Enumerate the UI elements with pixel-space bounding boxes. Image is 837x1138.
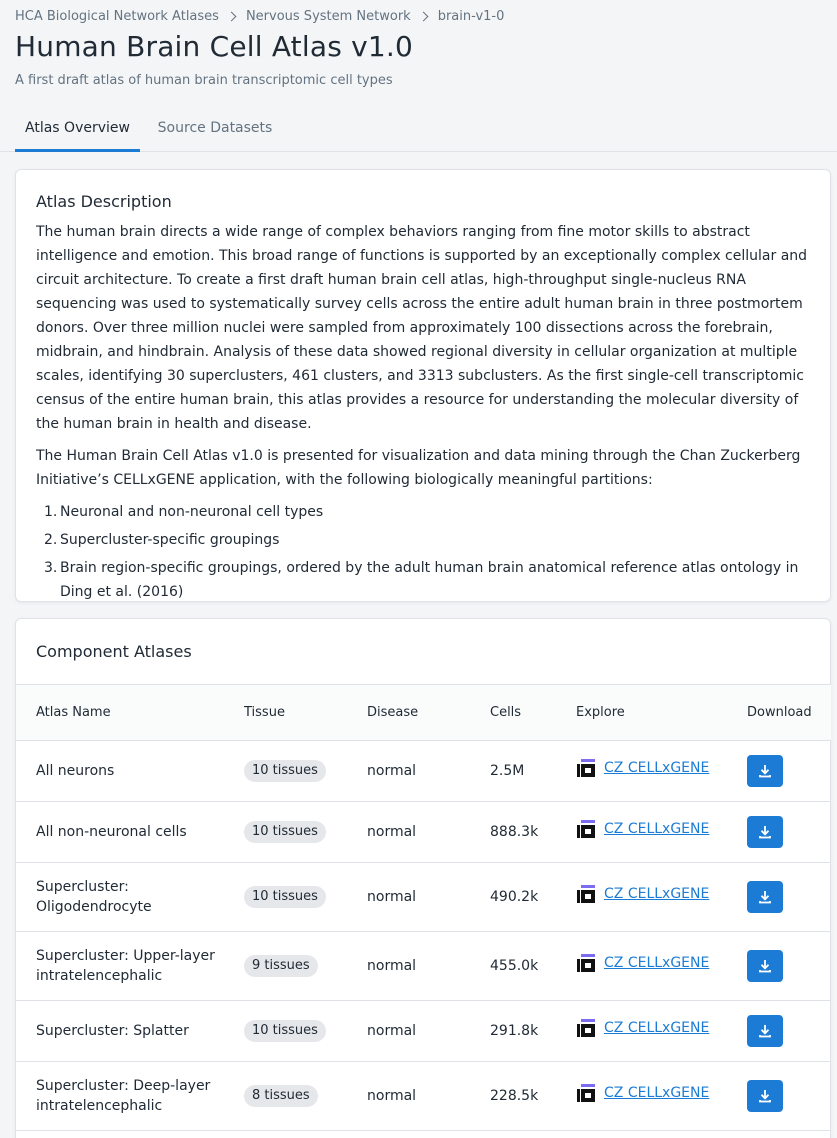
tissue-chip: 9 tissues bbox=[244, 955, 318, 977]
disease-cell bbox=[347, 802, 470, 863]
atlas-description-heading: Atlas Description bbox=[36, 192, 172, 211]
cz-cellxgene-logo-icon bbox=[576, 1018, 596, 1038]
disease-value: normal bbox=[367, 889, 417, 905]
download-button[interactable] bbox=[747, 755, 783, 787]
list-item-text: Supercluster-specific groupings bbox=[60, 532, 280, 548]
column-header-atlas-name: Atlas Name bbox=[16, 685, 224, 741]
cz-cellxgene-link[interactable]: CZ CELLxGENE bbox=[604, 886, 710, 902]
atlas-name: All neurons bbox=[36, 763, 115, 779]
column-header-download: Download bbox=[727, 685, 831, 741]
tissue-chip: 10 tissues bbox=[244, 821, 326, 843]
explore-link[interactable] bbox=[576, 1018, 709, 1038]
cz-cellxgene-link[interactable]: CZ CELLxGENE bbox=[604, 760, 710, 776]
tissue-chip: 10 tissues bbox=[244, 886, 326, 908]
explore-cell bbox=[556, 741, 727, 802]
cells-cell bbox=[470, 863, 556, 932]
disease-value: normal bbox=[367, 958, 417, 974]
cells-cell bbox=[470, 1062, 556, 1131]
tissue-cell bbox=[224, 932, 347, 1001]
download-cell bbox=[727, 932, 831, 1001]
download-button[interactable] bbox=[747, 1015, 783, 1047]
explore-link[interactable] bbox=[576, 1083, 709, 1103]
explore-cell bbox=[556, 863, 727, 932]
disease-value: normal bbox=[367, 1088, 417, 1104]
explore-cell bbox=[556, 932, 727, 1001]
cells-count: 455.0k bbox=[490, 958, 539, 974]
atlas-name-cell bbox=[16, 863, 224, 932]
cells-count: 888.3k bbox=[490, 824, 539, 840]
list-item: 1. Neuronal and non-neuronal cell types bbox=[44, 504, 324, 520]
disease-cell bbox=[347, 1001, 470, 1062]
breadcrumb-link-nervous-system[interactable]: Nervous System Network bbox=[245, 9, 411, 24]
description-paragraph: The Human Brain Cell Atlas v1.0 is presented for visualization and data mining through the Chan Zuckerberg Initiative’s CELLxGENE application, with the following biologically meaningful partitions: bbox=[36, 448, 801, 488]
partition-list bbox=[36, 500, 810, 604]
atlas-name: Supercluster: Oligodendrocyte bbox=[36, 879, 152, 915]
atlas-name: Supercluster: Upper-layer intratelencephalic bbox=[36, 948, 215, 984]
explore-cell bbox=[556, 1001, 727, 1062]
cells-count: 2.5M bbox=[490, 763, 525, 779]
download-cell bbox=[727, 802, 831, 863]
disease-value: normal bbox=[367, 1023, 417, 1039]
table-row bbox=[16, 802, 831, 863]
download-cell bbox=[727, 1062, 831, 1131]
download-button[interactable] bbox=[747, 1080, 783, 1112]
breadcrumb-current: brain-v1-0 bbox=[437, 9, 505, 24]
table-row bbox=[16, 1001, 831, 1062]
disease-cell bbox=[347, 741, 470, 802]
tissue-cell bbox=[224, 863, 347, 932]
cells-count: 490.2k bbox=[490, 889, 539, 905]
download-cell bbox=[727, 863, 831, 932]
column-header-disease: Disease bbox=[347, 685, 470, 741]
atlas-name-cell bbox=[16, 741, 224, 802]
atlas-name: Supercluster: Splatter bbox=[36, 1023, 189, 1039]
cz-cellxgene-logo-icon bbox=[576, 953, 596, 973]
cells-count: 228.5k bbox=[490, 1088, 539, 1104]
cz-cellxgene-logo-icon bbox=[576, 758, 596, 778]
chevron-right-icon bbox=[227, 12, 237, 22]
cz-cellxgene-logo-icon bbox=[576, 884, 596, 904]
explore-cell bbox=[556, 1062, 727, 1131]
explore-link[interactable] bbox=[576, 953, 709, 973]
breadcrumb bbox=[15, 9, 504, 24]
cz-cellxgene-link[interactable]: CZ CELLxGENE bbox=[604, 1020, 710, 1036]
atlas-name-cell bbox=[16, 932, 224, 1001]
download-icon bbox=[758, 890, 772, 904]
download-icon bbox=[758, 825, 772, 839]
tissue-cell bbox=[224, 741, 347, 802]
cz-cellxgene-link[interactable]: CZ CELLxGENE bbox=[604, 821, 710, 837]
disease-value: normal bbox=[367, 824, 417, 840]
cells-cell bbox=[470, 1001, 556, 1062]
cells-count: 291.8k bbox=[490, 1023, 539, 1039]
tissue-chip: 8 tissues bbox=[244, 1085, 318, 1107]
atlas-name: All non-neuronal cells bbox=[36, 824, 187, 840]
disease-cell bbox=[347, 932, 470, 1001]
description-paragraph: The human brain directs a wide range of complex behaviors ranging from fine motor skills to abstract intelligence and emotion. This broad range of functions is supported by an exceptionally complex cellular and circuit architecture. To create a first draft human brain cell atlas, high-throughput single-nucleus RNA sequencing was used to systematically survey cells across the entire adult human brain in three postmortem donors. Over three million nuclei were sampled from approximately 100 dissections across the forebrain, midbrain, and hindbrain. Analysis of these data showed regional diversity in cellular organization at multiple scales, identifying 30 superclusters, 461 clusters, and 3313 subclusters. As the first single-cell transcriptomic census of the entire human brain, this atlas provides a resource for understanding the molecular diversity of the human brain in health and disease. bbox=[36, 224, 808, 432]
atlas-description-card bbox=[15, 169, 831, 602]
tab-atlas-overview[interactable]: Atlas Overview bbox=[15, 108, 140, 152]
list-item: 2. Supercluster-specific groupings bbox=[44, 532, 280, 548]
atlas-name-cell bbox=[16, 1062, 224, 1131]
component-atlases-heading: Component Atlases bbox=[36, 642, 192, 661]
disease-cell bbox=[347, 1062, 470, 1131]
atlas-name-cell bbox=[16, 802, 224, 863]
cells-cell bbox=[470, 932, 556, 1001]
chevron-right-icon bbox=[418, 12, 428, 22]
cz-cellxgene-link[interactable]: CZ CELLxGENE bbox=[604, 955, 710, 971]
table-row bbox=[16, 932, 831, 1001]
download-button[interactable] bbox=[747, 950, 783, 982]
explore-link[interactable] bbox=[576, 884, 709, 904]
breadcrumb-link-network-atlases[interactable]: HCA Biological Network Atlases bbox=[15, 9, 219, 24]
explore-cell bbox=[556, 802, 727, 863]
atlas-name: Supercluster: Deep-layer intratelencephalic bbox=[36, 1078, 211, 1114]
cz-cellxgene-logo-icon bbox=[576, 819, 596, 839]
explore-link[interactable] bbox=[576, 758, 709, 778]
explore-link[interactable] bbox=[576, 819, 709, 839]
table-row bbox=[16, 863, 831, 932]
page-subtitle: A first draft atlas of human brain transcriptomic cell types bbox=[15, 73, 393, 88]
page-title: Human Brain Cell Atlas v1.0 bbox=[15, 30, 413, 63]
download-icon bbox=[758, 1024, 772, 1038]
tab-bar bbox=[0, 108, 837, 152]
download-icon bbox=[758, 1089, 772, 1103]
table-row bbox=[16, 741, 831, 802]
download-button[interactable] bbox=[747, 881, 783, 913]
download-icon bbox=[758, 959, 772, 973]
download-button[interactable] bbox=[747, 816, 783, 848]
cz-cellxgene-link[interactable]: CZ CELLxGENE bbox=[604, 1085, 710, 1101]
tissue-cell bbox=[224, 1001, 347, 1062]
tissue-cell bbox=[224, 1062, 347, 1131]
component-atlases-table bbox=[16, 684, 831, 1131]
column-header-cells: Cells bbox=[470, 685, 556, 741]
table-header-row bbox=[16, 685, 831, 741]
tissue-chip: 10 tissues bbox=[244, 1020, 326, 1042]
list-item-text: Brain region-specific groupings, ordered by the adult human brain anatomical reference atlas ontology in Ding et al. (2016) bbox=[60, 560, 799, 600]
download-icon bbox=[758, 764, 772, 778]
download-cell bbox=[727, 1001, 831, 1062]
table-row bbox=[16, 1062, 831, 1131]
tissue-cell bbox=[224, 802, 347, 863]
cz-cellxgene-logo-icon bbox=[576, 1083, 596, 1103]
download-cell bbox=[727, 741, 831, 802]
column-header-explore: Explore bbox=[556, 685, 727, 741]
cells-cell bbox=[470, 802, 556, 863]
disease-cell bbox=[347, 863, 470, 932]
list-item: 3. Brain region-specific groupings, ordered by the adult human brain anatomical reference atlas ontology in Ding et al. (2016) bbox=[44, 560, 799, 600]
disease-value: normal bbox=[367, 763, 417, 779]
tissue-chip: 10 tissues bbox=[244, 760, 326, 782]
component-atlases-card bbox=[15, 618, 831, 1138]
cells-cell bbox=[470, 741, 556, 802]
list-item-text: Neuronal and non-neuronal cell types bbox=[60, 504, 324, 520]
column-header-tissue: Tissue bbox=[224, 685, 347, 741]
atlas-name-cell bbox=[16, 1001, 224, 1062]
tab-source-datasets[interactable]: Source Datasets bbox=[157, 120, 273, 136]
